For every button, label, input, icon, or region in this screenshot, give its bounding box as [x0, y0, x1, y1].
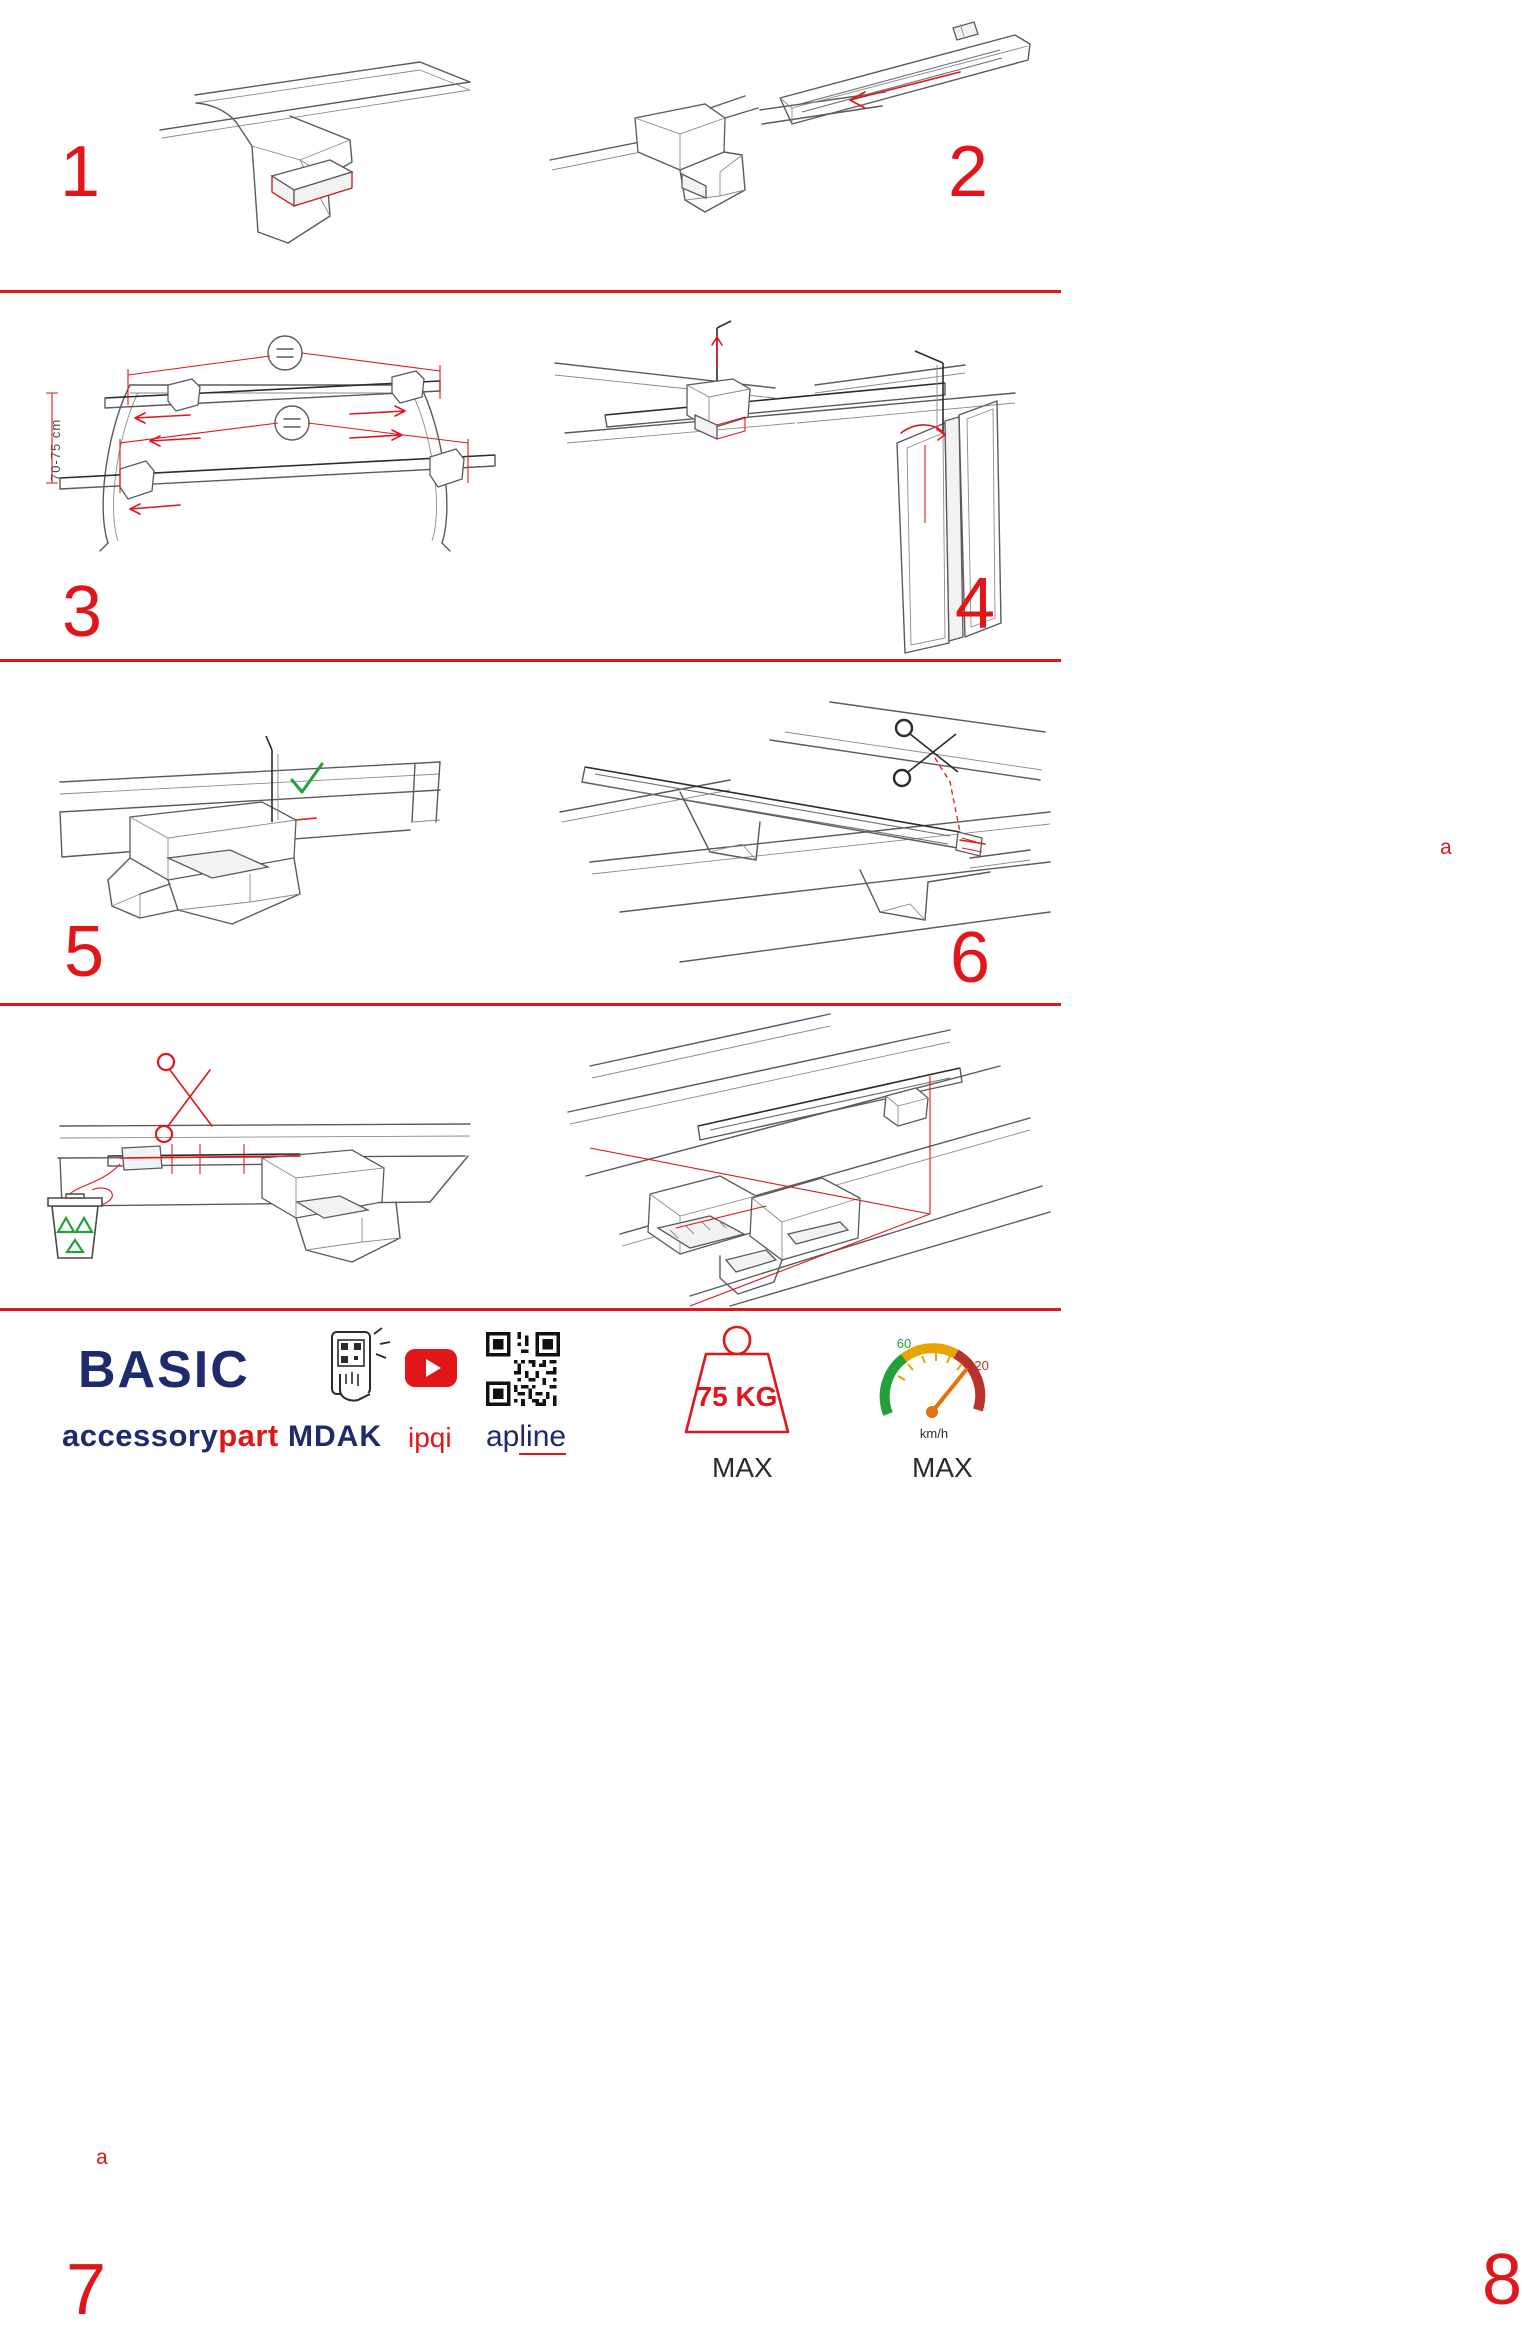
- recycle-bin-icon: [48, 1194, 102, 1258]
- step-2-panel: [530, 0, 1061, 290]
- step-5-panel: [0, 662, 530, 1003]
- step-number-5: 5: [64, 912, 105, 992]
- brand-part-text: part: [218, 1418, 279, 1453]
- brand-apline: [486, 1420, 566, 1454]
- step-number-7: 7: [66, 2250, 107, 2330]
- step-7-illustration: [0, 1006, 530, 1308]
- max-load-icon: [672, 1320, 802, 1444]
- step-1-panel: [0, 0, 530, 290]
- step-3-dimension-label: 70-75 cm: [48, 418, 63, 481]
- step-7-label-a: a: [96, 2146, 108, 2169]
- gauge-tick-120: 120: [967, 1358, 989, 1373]
- gauge-tick-60: 60: [896, 1336, 912, 1351]
- step-number-1: 1: [60, 132, 101, 212]
- youtube-icon[interactable]: [404, 1348, 458, 1388]
- qr-code-icon[interactable]: [486, 1332, 560, 1406]
- step-number-6: 6: [950, 918, 991, 998]
- step-3-panel: [0, 293, 545, 659]
- brand-ap-text: ap: [486, 1420, 520, 1453]
- brand-basic: BASIC: [78, 1341, 250, 1399]
- step-number-2: 2: [948, 132, 989, 212]
- brand-accessorypart: [62, 1418, 279, 1454]
- footer: [0, 1310, 1061, 1500]
- scissors-icon: [156, 1054, 212, 1142]
- brand-line-text: line: [519, 1420, 567, 1453]
- step-6-panel: [530, 662, 1452, 1003]
- step-6-label-a: a: [1440, 836, 1452, 859]
- max-speed-label: MAX: [912, 1452, 973, 1483]
- qr-phone-scan-icon: [310, 1328, 400, 1410]
- step-4-panel: [545, 293, 1061, 659]
- step-8-illustration: [530, 1006, 1061, 1308]
- brand-ipqi: ipqi: [408, 1422, 452, 1453]
- max-speed-icon: [870, 1322, 1000, 1446]
- step-number-3: 3: [62, 572, 103, 652]
- brand-mdak: MDAK: [288, 1420, 382, 1453]
- max-load-label: MAX: [712, 1452, 773, 1483]
- brand-accessory-text: accessory: [62, 1418, 219, 1453]
- step-number-8: 8: [1482, 2240, 1522, 2320]
- gauge-unit: km/h: [919, 1426, 949, 1441]
- max-load-value: 75 KG: [696, 1381, 778, 1412]
- step-number-4: 4: [955, 564, 996, 644]
